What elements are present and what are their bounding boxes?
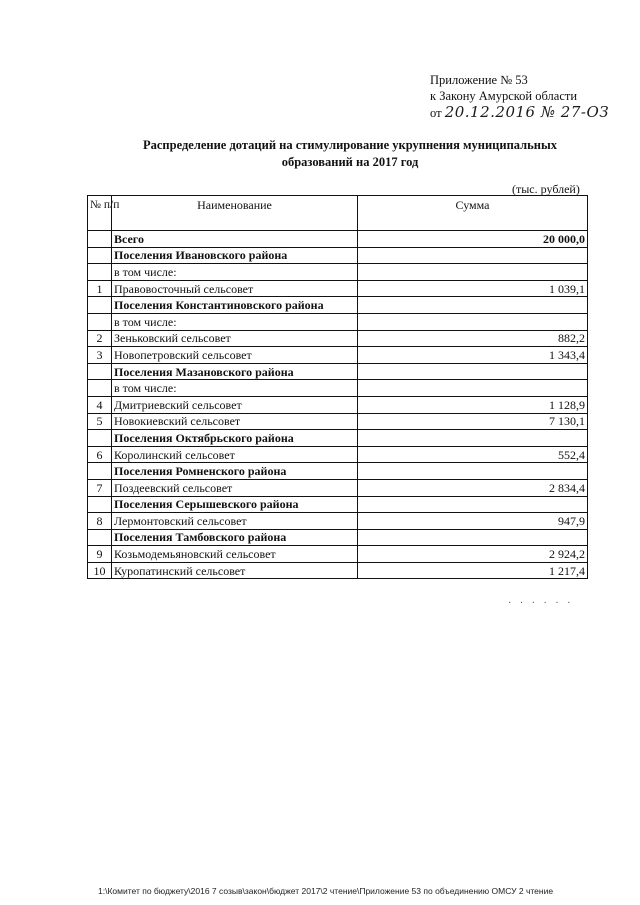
table-row — [88, 430, 588, 447]
row-number — [88, 231, 112, 248]
table-row — [88, 313, 588, 330]
row-number: 2 — [88, 330, 112, 347]
decorative-dots: · · · · · · — [508, 598, 574, 609]
attachment-number: Приложение № 53 — [430, 73, 528, 87]
row-sum: 1 343,4 — [358, 347, 588, 364]
row-name: Поселения Константиновского района — [112, 297, 358, 314]
row-sum — [358, 247, 588, 264]
row-number: 6 — [88, 446, 112, 463]
row-sum: 1 217,4 — [358, 562, 588, 579]
row-name: Поселения Тамбовского района — [112, 529, 358, 546]
table-row — [88, 496, 588, 513]
row-number: 3 — [88, 347, 112, 364]
row-number — [88, 363, 112, 380]
attachment-law: к Закону Амурской области — [430, 89, 578, 103]
title-line-1: Распределение дотаций на стимулирование укрупнения муниципальных — [143, 138, 557, 152]
row-sum: 20 000,0 — [358, 231, 588, 248]
table-row — [88, 446, 588, 463]
row-name: Новокиевский сельсовет — [112, 413, 358, 430]
row-sum — [358, 313, 588, 330]
table-row — [88, 546, 588, 563]
row-name: Дмитриевский сельсовет — [112, 396, 358, 413]
table-row — [88, 463, 588, 480]
allocation-table — [87, 195, 588, 579]
row-number — [88, 264, 112, 281]
table-row — [88, 513, 588, 530]
row-number — [88, 380, 112, 397]
row-name: Зеньковский сельсовет — [112, 330, 358, 347]
table-row — [88, 363, 588, 380]
table-row — [88, 264, 588, 281]
row-name: в том числе: — [112, 313, 358, 330]
header-num: № п/п — [88, 196, 112, 231]
row-number: 5 — [88, 413, 112, 430]
table-row — [88, 479, 588, 496]
table-header-row — [88, 196, 588, 231]
row-sum: 2 834,4 — [358, 479, 588, 496]
row-number — [88, 430, 112, 447]
row-number: 8 — [88, 513, 112, 530]
row-number — [88, 529, 112, 546]
table-row — [88, 330, 588, 347]
row-sum — [358, 363, 588, 380]
row-number: 10 — [88, 562, 112, 579]
row-name: Поселения Ромненского района — [112, 463, 358, 480]
row-name: Поселения Мазановского района — [112, 363, 358, 380]
row-number: 7 — [88, 479, 112, 496]
row-name: Новопетровский сельсовет — [112, 347, 358, 364]
row-name: в том числе: — [112, 264, 358, 281]
row-name: Поселения Октябрьского района — [112, 430, 358, 447]
row-sum — [358, 264, 588, 281]
row-number — [88, 496, 112, 513]
row-name: Поздеевский сельсовет — [112, 479, 358, 496]
row-sum: 1 039,1 — [358, 280, 588, 297]
header-sum: Сумма — [358, 196, 588, 231]
units-label: (тыс. рублей) — [512, 182, 580, 196]
row-sum — [358, 463, 588, 480]
table-row — [88, 247, 588, 264]
table-row — [88, 562, 588, 579]
row-sum — [358, 529, 588, 546]
row-number: 9 — [88, 546, 112, 563]
attachment-date-prefix: от — [430, 106, 442, 120]
row-name: Куропатинский сельсовет — [112, 562, 358, 579]
row-name: Лермонтовский сельсовет — [112, 513, 358, 530]
row-number — [88, 297, 112, 314]
file-path-footer: 1:\Комитет по бюджету\2016 7 созыв\закон\бюджет 2017\2 чтение\Приложение 53 по объединению ОМСУ 2 чтение — [98, 886, 554, 896]
table-row — [88, 280, 588, 297]
row-number: 1 — [88, 280, 112, 297]
row-name: Королинский сельсовет — [112, 446, 358, 463]
row-name: Всего — [112, 231, 358, 248]
table-row — [88, 413, 588, 430]
row-sum: 947,9 — [358, 513, 588, 530]
row-sum: 7 130,1 — [358, 413, 588, 430]
table-row — [88, 529, 588, 546]
table-body — [88, 231, 588, 579]
table-row — [88, 297, 588, 314]
row-name: в том числе: — [112, 380, 358, 397]
row-name: Козьмодемьяновский сельсовет — [112, 546, 358, 563]
row-sum — [358, 297, 588, 314]
table-row — [88, 231, 588, 248]
row-number — [88, 247, 112, 264]
row-number — [88, 463, 112, 480]
table-row — [88, 396, 588, 413]
row-sum: 2 924,2 — [358, 546, 588, 563]
row-sum — [358, 430, 588, 447]
row-sum: 552,4 — [358, 446, 588, 463]
row-name: Поселения Ивановского района — [112, 247, 358, 264]
row-name: Правовосточный сельсовет — [112, 280, 358, 297]
attachment-date-line — [430, 104, 609, 121]
title-line-2: образований на 2017 год — [281, 155, 419, 169]
row-sum: 1 128,9 — [358, 396, 588, 413]
row-sum: 882,2 — [358, 330, 588, 347]
handwritten-date-number: 20.12.2016 № 27-ОЗ — [444, 103, 610, 121]
attachment-block — [430, 72, 609, 121]
row-name: Поселения Серышевского района — [112, 496, 358, 513]
table-row — [88, 380, 588, 397]
row-number — [88, 313, 112, 330]
row-number: 4 — [88, 396, 112, 413]
table-row — [88, 347, 588, 364]
document-title — [110, 137, 590, 171]
row-sum — [358, 380, 588, 397]
row-sum — [358, 496, 588, 513]
header-name: Наименование — [112, 196, 358, 231]
